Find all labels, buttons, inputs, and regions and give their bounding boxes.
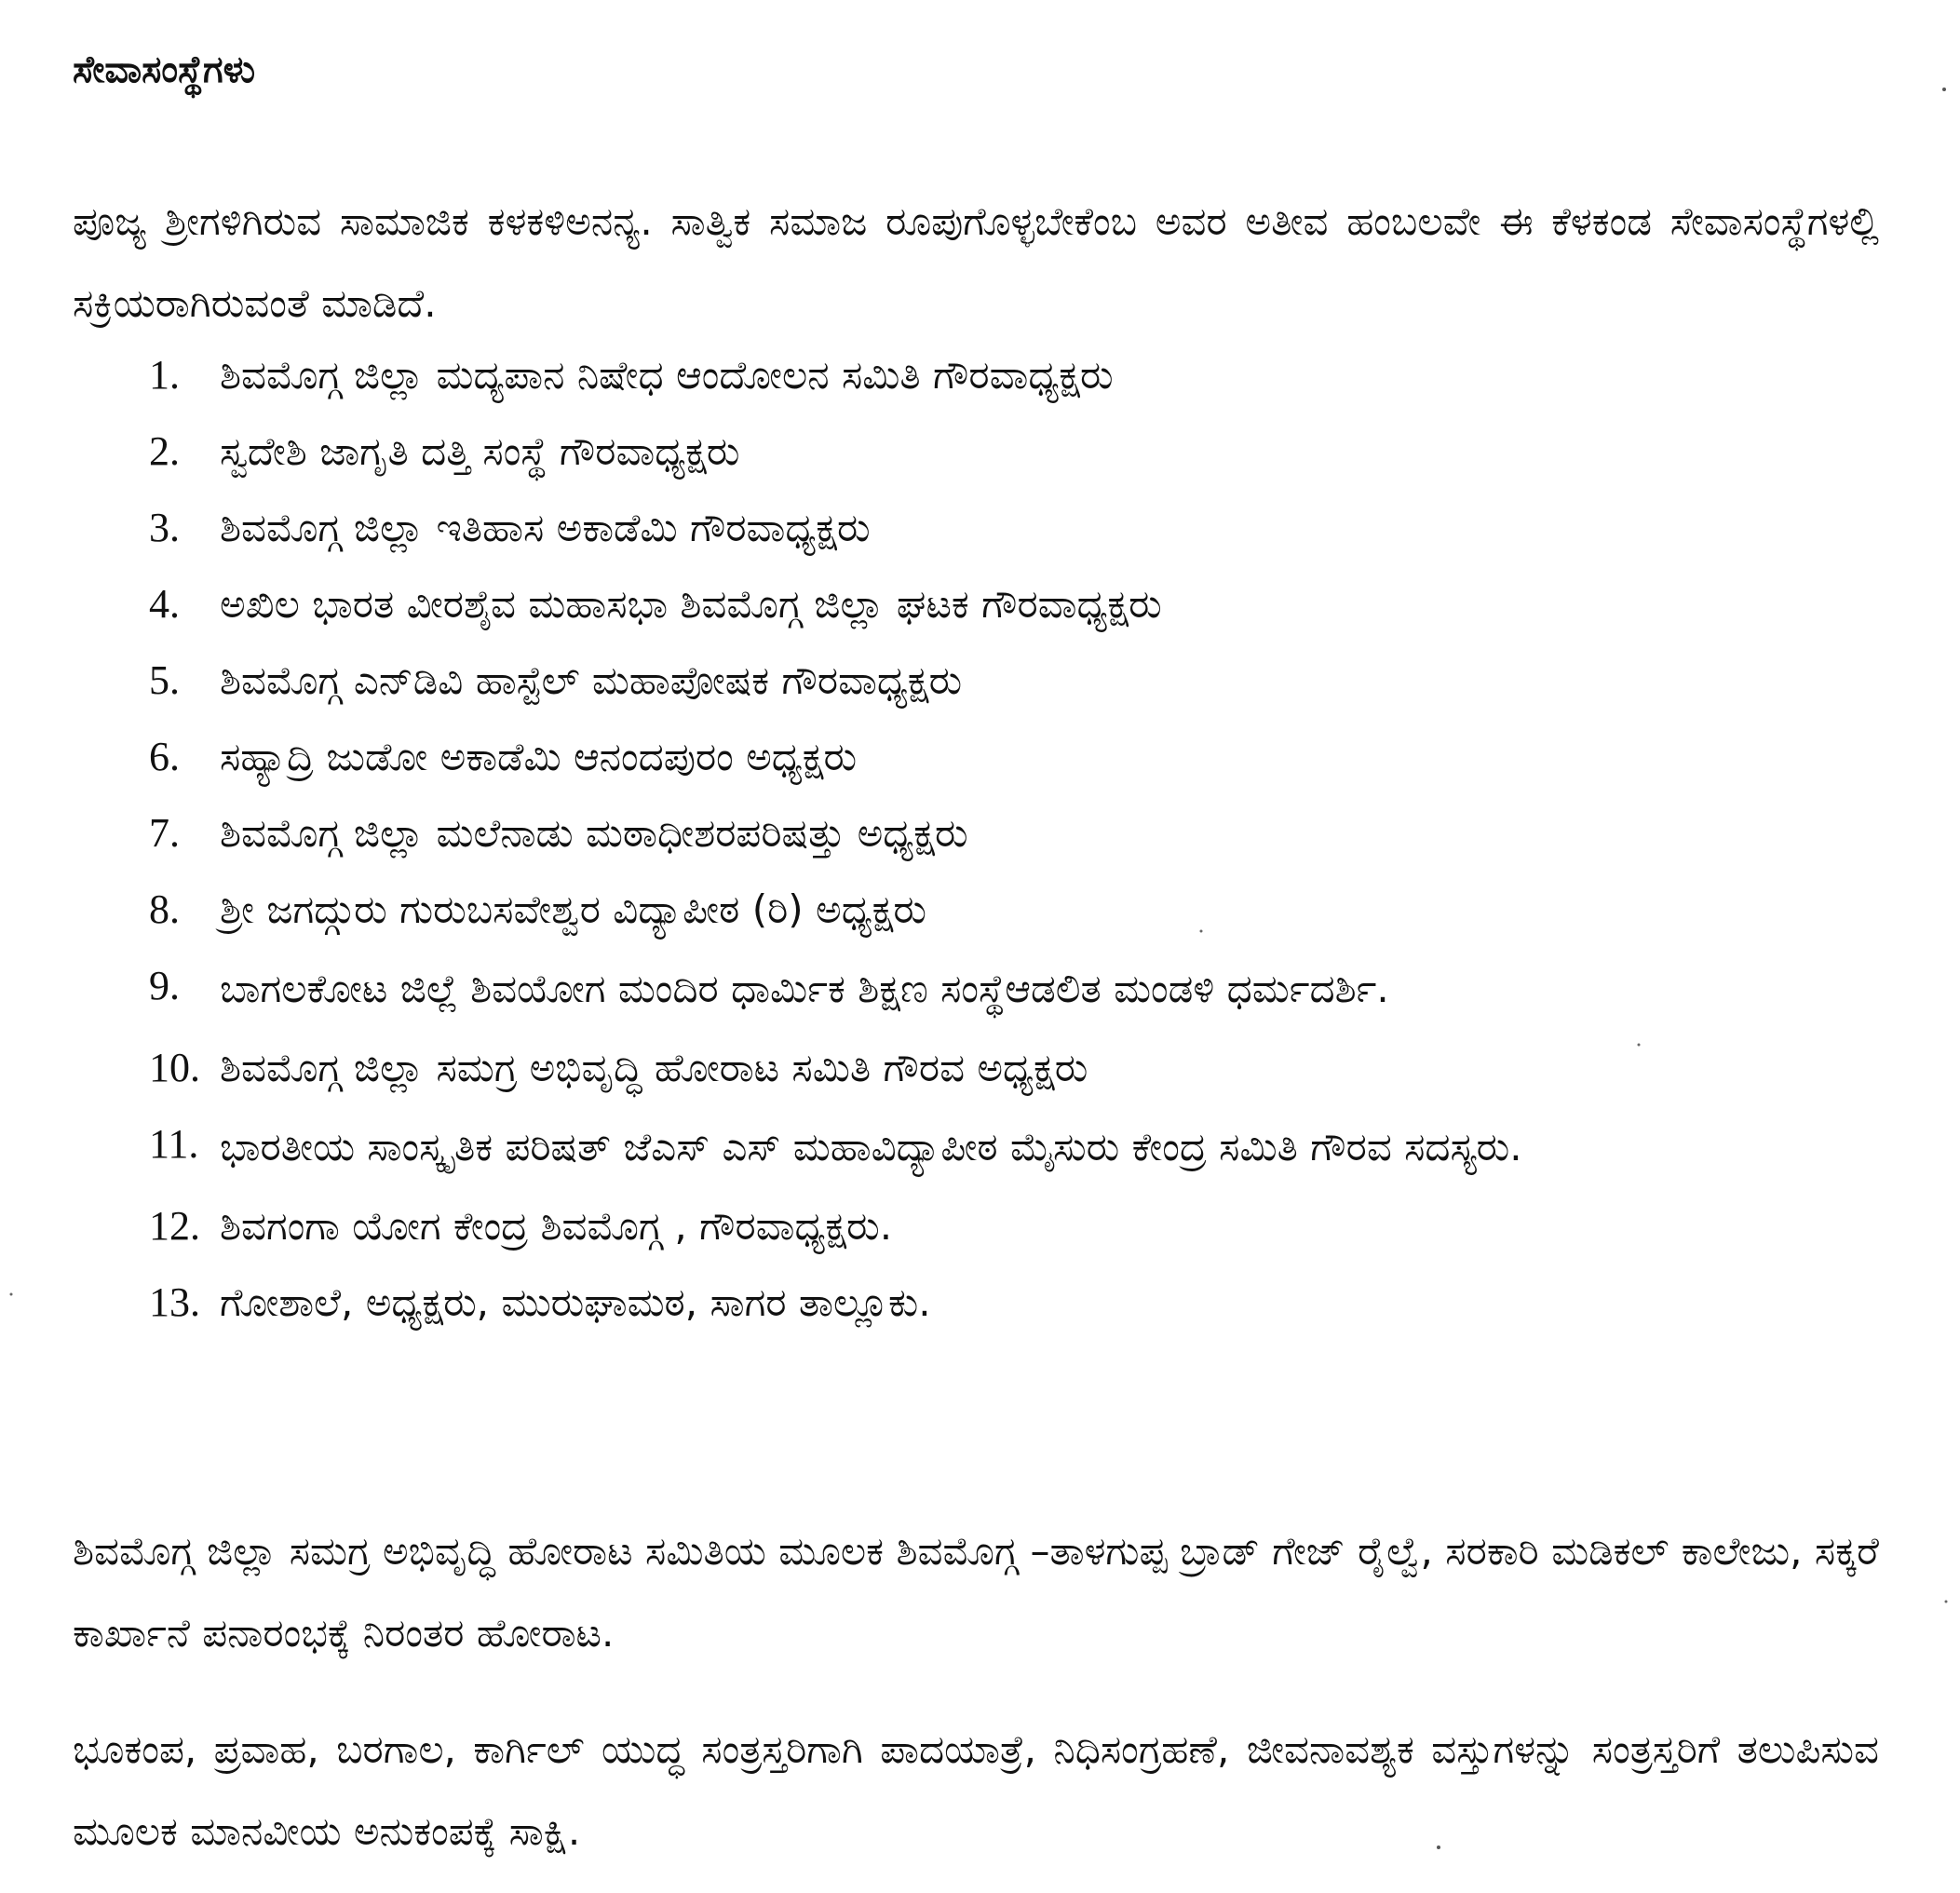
list-item-number: 6. <box>149 734 180 779</box>
list-item-text: ಶಿವಮೊಗ್ಗ ಜಿಲ್ಲಾ ಸಮಗ್ರ ಅಭಿವೃದ್ಧಿ ಹೋರಾಟ ಸಮಿತಿ ಗೌರವ ಅಧ್ಯಕ್ಷರು <box>220 1045 1088 1090</box>
list-item-text: ಸ್ವದೇಶಿ ಜಾಗೃತಿ ದತ್ತಿ ಸಂಸ್ಥೆ ಗೌರವಾಧ್ಯಕ್ಷರು <box>220 428 740 474</box>
list-item-text: ಗೋಶಾಲೆ, ಅಧ್ಯಕ್ಷರು, ಮುರುಘಾಮಠ, ಸಾಗರ ತಾಲ್ಲೂಕು. <box>220 1279 931 1325</box>
list-item <box>149 337 1881 413</box>
list-item-number: 9. <box>149 963 180 1008</box>
list-item <box>149 719 1881 795</box>
list-item <box>149 1188 1881 1264</box>
list-item-text: ಅಖಿಲ ಭಾರತ ವೀರಶೈವ ಮಹಾಸಭಾ ಶಿವಮೊಗ್ಗ ಜಿಲ್ಲಾ ಘಟಕ ಗೌರವಾಧ್ಯಕ್ಷರು <box>220 581 1162 627</box>
list-item-number: 8. <box>149 886 180 932</box>
list-item-text: ಶ್ರೀ ಜಗದ್ಗುರು ಗುರುಬಸವೇಶ್ವರ ವಿದ್ಯಾಪೀಠ (ರಿ) ಅಧ್ಯಕ್ಷರು <box>220 886 926 932</box>
rail-campaign-paragraph: ಶಿವಮೊಗ್ಗ ಜಿಲ್ಲಾ ಸಮಗ್ರ ಅಭಿವೃದ್ಧಿ ಹೋರಾಟ ಸಮಿತಿಯ ಮೂಲಕ ಶಿವಮೊಗ್ಗ –ತಾಳಗುಪ್ಪ ಬ್ರಾಡ್ ಗೇಜ್ ರೈಲ್ವೆ, ಸರಕಾರಿ ಮಡಿಕಲ್ ಕಾಲೇಜು, ಸಕ್ಕರೆ ಕಾರ್ಖಾನೆ ಪನಾರಂಭಕ್ಕೆ ನಿರಂತರ ಹೋರಾಟ. <box>73 1528 1879 1656</box>
list-item <box>149 413 1881 490</box>
list-item-number: 4. <box>149 581 180 627</box>
list-item-number: 3. <box>149 505 180 550</box>
list-item-number: 5. <box>149 657 180 703</box>
list-item-number: 2. <box>149 428 180 474</box>
list-item-number: 13. <box>149 1279 200 1325</box>
list-item-number: 12. <box>149 1203 200 1249</box>
list-item-text: ಭಾರತೀಯ ಸಾಂಸ್ಕೃತಿಕ ಪರಿಷತ್ ಜೆಎಸ್ ಎಸ್ ಮಹಾವಿದ್ಯಾಪೀಠ ಮೈಸುರು ಕೇಂದ್ರ ಸಮಿತಿ ಗೌರವ ಸದಸ್ಯರು. <box>220 1124 1522 1170</box>
list-item <box>149 948 1881 1030</box>
list-item-number: 10. <box>149 1045 200 1090</box>
list-item-text: ಶಿವಗಂಗಾ ಯೋಗ ಕೇಂದ್ರ ಶಿವಮೊಗ್ಗ , ಗೌರವಾಧ್ಯಕ್ಷರು. <box>220 1203 893 1249</box>
list-item <box>149 642 1881 719</box>
list-item-number: 7. <box>149 810 180 856</box>
list-item <box>149 1264 1881 1341</box>
list-item-text: ಬಾಗಲಕೋಟ ಜಿಲ್ಲೆ ಶಿವಯೋಗ ಮಂದಿರ ಧಾರ್ಮಿಕ ಶಿಕ್ಷಣ ಸಂಸ್ಥೆಆಡಲಿತ ಮಂಡಳಿ ಧರ್ಮದರ್ಶಿ. <box>220 966 1389 1011</box>
list-item-text: ಸಹ್ಯಾದ್ರಿ ಜುಡೋ ಅಕಾಡೆಮಿ ಆನಂದಪುರಂ ಅಧ್ಯಕ್ಷರು <box>220 734 858 779</box>
organization-list <box>149 337 1881 1341</box>
list-item <box>149 1030 1881 1106</box>
relief-work-paragraph: ಭೂಕಂಪ, ಪ್ರವಾಹ, ಬರಗಾಲ, ಕಾರ್ಗಿಲ್ ಯುದ್ಧ ಸಂತ್ರಸ್ತರಿಗಾಗಿ ಪಾದಯಾತ್ರೆ, ನಿಧಿಸಂಗ್ರಹಣೆ, ಜೀವನಾವಶ್ಯಕ ವಸ್ತುಗಳನ್ನು ಸಂತ್ರಸ್ತರಿಗೆ ತಲುಪಿಸುವ ಮೂಲಕ ಮಾನವೀಯ ಅನುಕಂಪಕ್ಕೆ ಸಾಕ್ಷಿ. <box>73 1726 1879 1854</box>
list-item <box>149 795 1881 872</box>
list-item-text: ಶಿವಮೊಗ್ಗ ಎನ್‌ಡಿವಿ ಹಾಸ್ಟೆಲ್ ಮಹಾಪೋಷಕ ಗೌರವಾಧ್ಯಕ್ಷರು <box>220 657 963 703</box>
list-item <box>149 490 1881 566</box>
list-item <box>149 566 1881 642</box>
intro-paragraph: ಪೂಜ್ಯ ಶ್ರೀಗಳಿಗಿರುವ ಸಾಮಾಜಿಕ ಕಳಕಳಿಅನನ್ಯ. ಸಾತ್ವಿಕ ಸಮಾಜ ರೂಪುಗೊಳ್ಳಬೇಕೆಂಬ ಅವರ ಅತೀವ ಹಂಬಲವೇ ಈ ಕೆಳಕಂಡ ಸೇವಾಸಂಸ್ಥೆಗಳಲ್ಲಿ ಸಕ್ರಿಯರಾಗಿರುವಂತೆ ಮಾಡಿದೆ. <box>73 198 1879 326</box>
list-item-number: 11. <box>149 1121 199 1167</box>
list-item-text: ಶಿವಮೊಗ್ಗ ಜಿಲ್ಲಾ ಮದ್ಯಪಾನ ನಿಷೇಧ ಆಂದೋಲನ ಸಮಿತಿ ಗೌರವಾಧ್ಯಕ್ಷರು <box>220 352 1114 398</box>
list-item <box>149 872 1881 948</box>
list-item-text: ಶಿವಮೊಗ್ಗ ಜಿಲ್ಲಾ ಇತಿಹಾಸ ಅಕಾಡೆಮಿ ಗೌರವಾಧ್ಯಕ್ಷರು <box>220 505 871 550</box>
list-item-number: 1. <box>149 352 180 398</box>
list-item-text: ಶಿವಮೊಗ್ಗ ಜಿಲ್ಲಾ ಮಲೆನಾಡು ಮಠಾಧೀಶರಪರಿಷತ್ತು ಅಧ್ಯಕ್ಷರು <box>220 810 968 856</box>
page-title: ಸೇವಾಸಂಸ್ಥೆಗಳು <box>73 48 256 91</box>
list-item <box>149 1106 1881 1188</box>
